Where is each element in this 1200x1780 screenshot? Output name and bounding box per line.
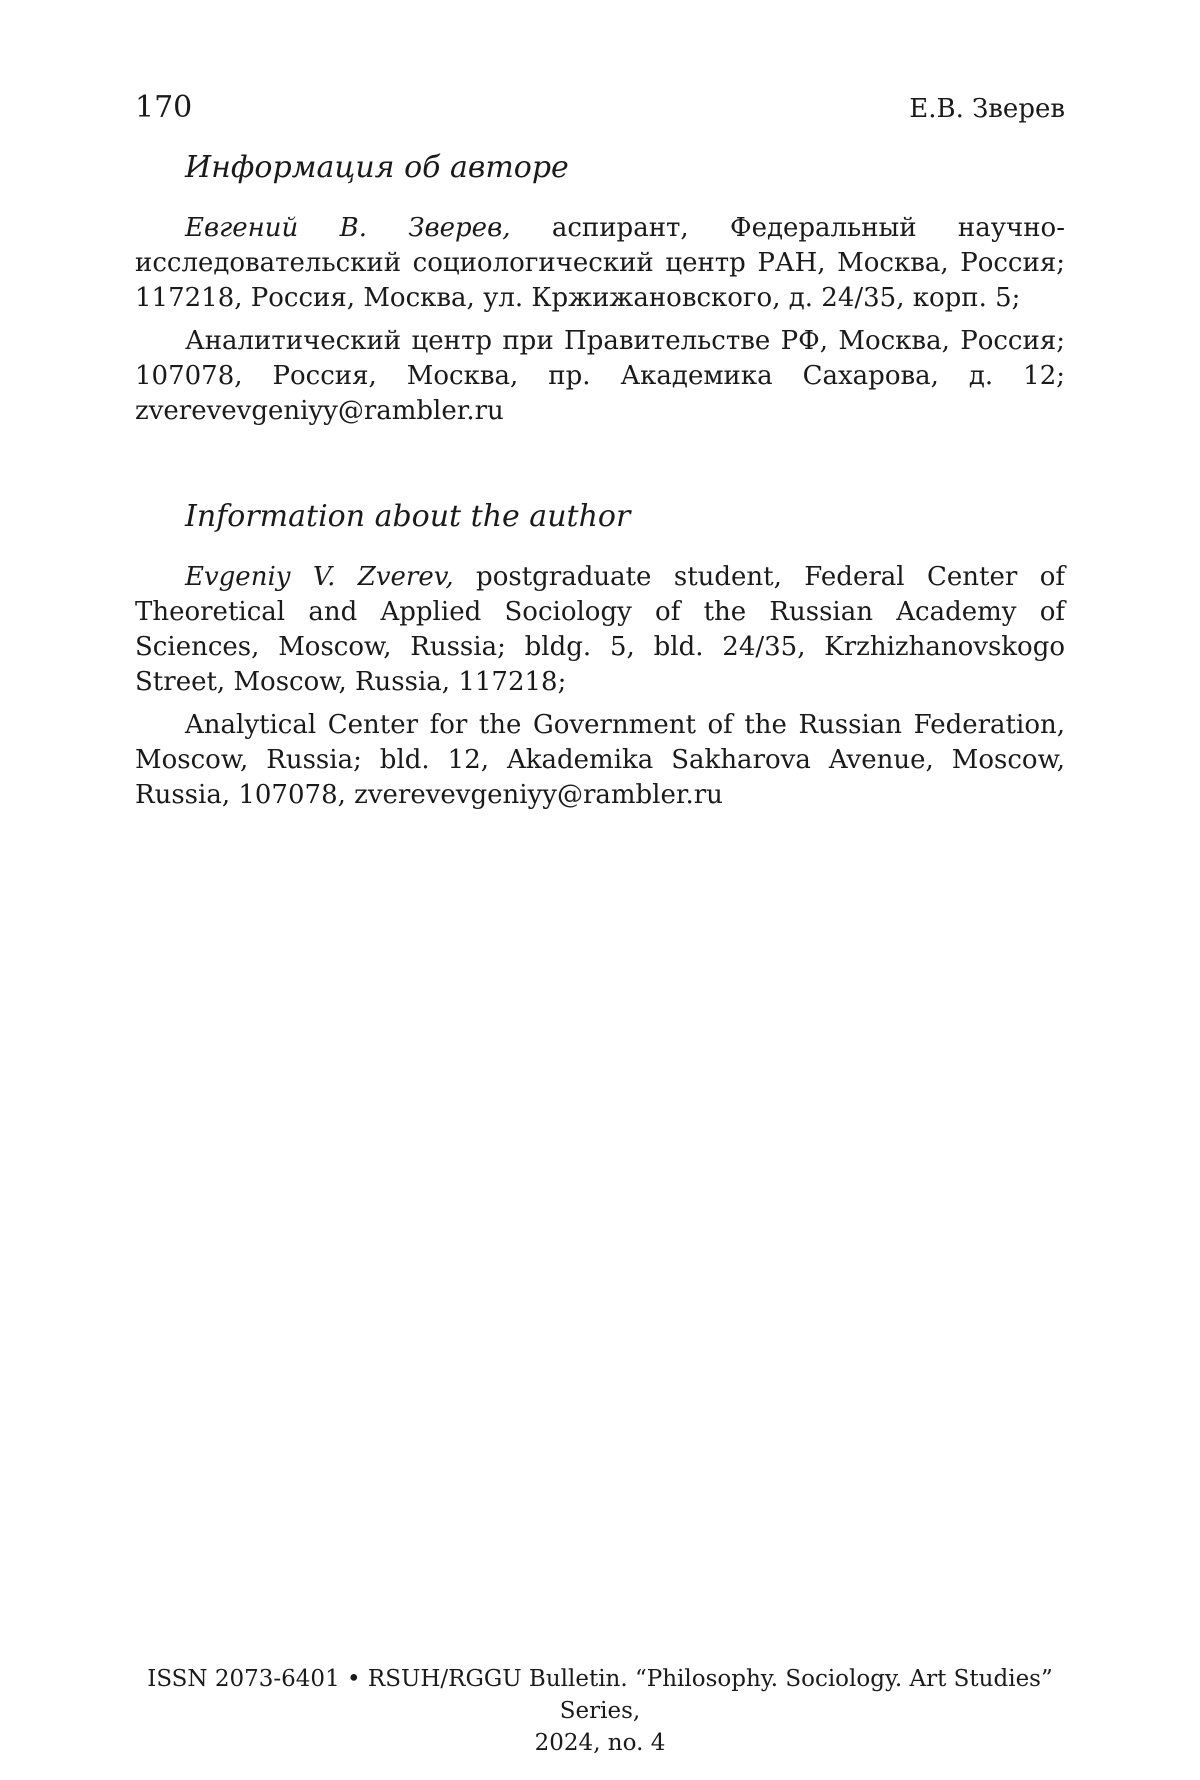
page-number: 170 [135, 90, 193, 125]
affiliation-paragraph-en-2: Analytical Center for the Government of the Russian Federation, Moscow, Russia; bld. 12, Akademika Sakharova Avenue, Moscow, Russia, 107078, zverevevgeniyy@rambler.ru [135, 710, 1065, 810]
affiliation-text-en-1: postgraduate student, Federal Center of Theoretical and Applied Sociology of the Russian Academy of Sciences, Moscow, Russia; bldg. 5, bld. 24/35, Krzhizhanovskogo Street, Moscow, Russia, 117218; [135, 562, 1065, 697]
section-title-en: Information about the author [185, 499, 631, 534]
page-header [135, 90, 1065, 126]
section-spacer [135, 437, 1065, 499]
page-footer [135, 1663, 1065, 1759]
affiliation-paragraph-ru-2: Аналитический центр при Правительстве РФ, Москва, Россия; 107078, Россия, Москва, пр. Академика Сахарова, д. 12; zverevevgeniyy@rambler.ru [135, 326, 1065, 426]
author-info-en [135, 499, 1065, 813]
author-name-en: Evgeniy V. Zverev, [185, 562, 454, 592]
section-title-ru: Информация об авторе [185, 150, 569, 185]
affiliation-text-ru-1: аспирант, Федеральный научно-исследовательский социологический центр РАН, Москва, Россия; 117218, Россия, Москва, ул. Кржижановского, д. 24/35, корп. 5; [135, 213, 1065, 313]
affiliation-paragraph-ru-1 [135, 211, 1065, 316]
running-head-author: Е.В. Зверев [909, 94, 1065, 124]
author-name-ru: Евгений В. Зверев, [185, 213, 511, 243]
author-info-ru [135, 150, 1065, 429]
affiliation-paragraph-en-1 [135, 560, 1065, 700]
footer-journal-line: ISSN 2073-6401 • RSUH/RGGU Bulletin. “Philosophy. Sociology. Art Studies” Series, [147, 1666, 1053, 1724]
page-content [135, 150, 1065, 821]
footer-issue-line: 2024, no. 4 [534, 1730, 666, 1756]
